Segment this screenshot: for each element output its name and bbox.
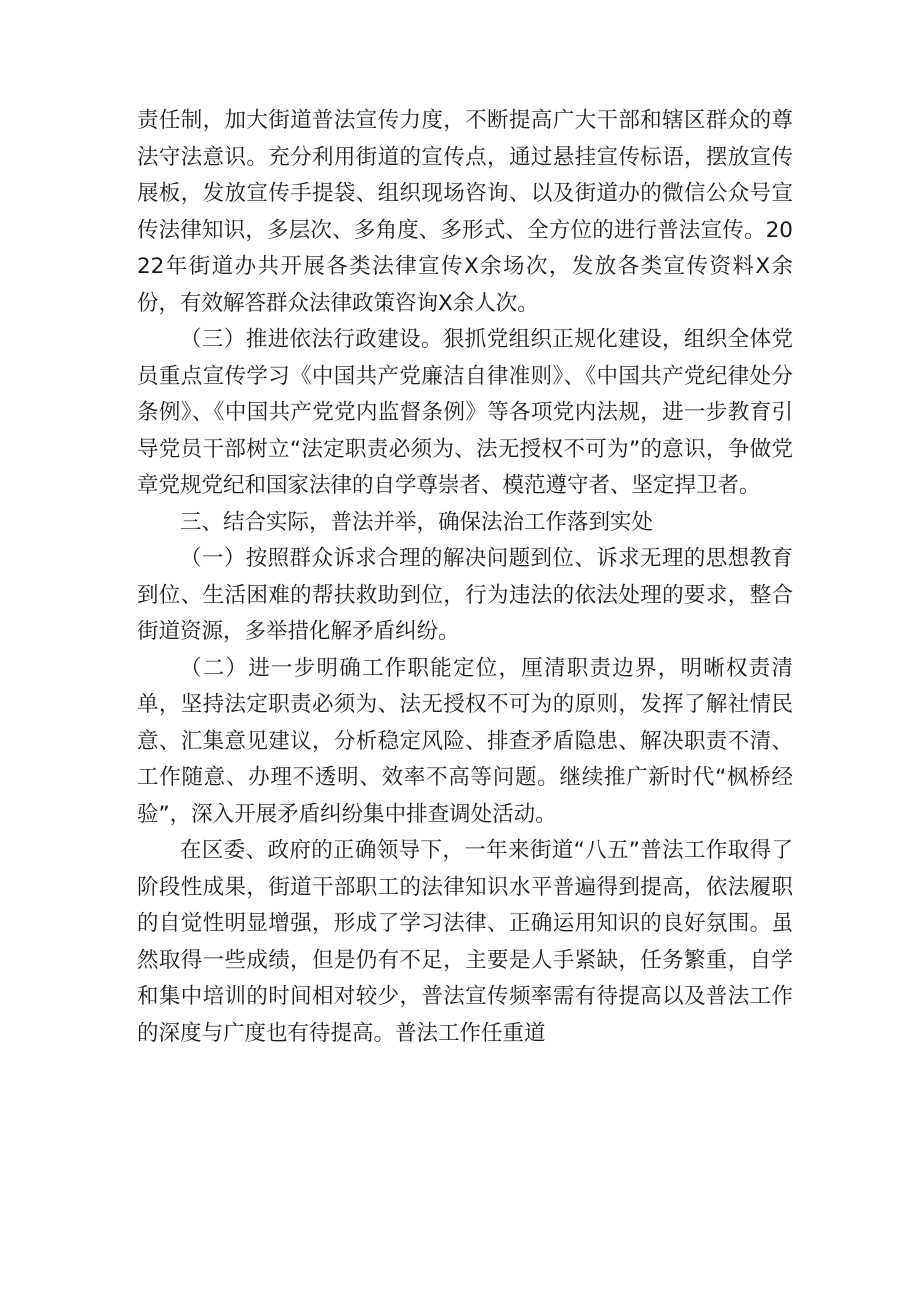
section-heading-three: 三、结合实际，普法并举，确保法治工作落到实处 (180, 509, 654, 535)
paragraph-item-two: （二）进一步明确工作职能定位，厘清职责边界，明晰权责清单，坚持法定职责必须为、法无授权不可为的原则，发挥了解社情民意、汇集意见建议，分析稳定风险、排查矛盾隐患、解决职责不清、工作随意、办理不透明、效率不高等问题。继续推广新时代“枫桥经验”，深入开展矛盾纠纷集中排查调处活动。 (137, 655, 793, 827)
paragraph-summary: 在区委、政府的正确领导下，一年来街道“八五”普法工作取得了阶段性成果，街道干部职工的法律知识水平普遍得到提高，依法履职的自觉性明显增强，形成了学习法律、正确运用知识的良好氛围。虽然取得一些成绩，但是仍有不足，主要是人手紧缺，任务繁重，自学和集中培训的时间相对较少，普法宣传频率需有待提高以及普法工作的深度与广度也有待提高。普法工作任重道 (137, 838, 793, 1046)
paragraph-item-one: （一）按照群众诉求合理的解决问题到位、诉求无理的思想教育到位、生活困难的帮扶救助到位，行为违法的依法处理的要求，整合街道资源，多举措化解矛盾纠纷。 (137, 546, 793, 644)
paragraph-publicity-continuation: 责任制，加大街道普法宣传力度，不断提高广大干部和辖区群众的尊法守法意识。充分利用街道的宣传点，通过悬挂宣传标语，摆放宣传展板，发放宣传手提袋、组织现场咨询、以及街道办的微信公众号宣传法律知识，多层次、多角度、多形式、全方位的进行普法宣传。2022年街道办共开展各类法律宣传X余场次，发放各类宣传资料X余份，有效解答群众法律政策咨询X余人次。 (137, 108, 793, 316)
document-body (137, 103, 793, 1052)
paragraph-section-three: （三）推进依法行政建设。狠抓党组织正规化建设，组织全体党员重点宣传学习《中国共产党廉洁自律准则》、《中国共产党纪律处分条例》、《中国共产党党内监督条例》等各项党内法规，进一步教育引导党员干部树立“法定职责必须为、法无授权不可为”的意识，争做党章党规党纪和国家法律的自学尊崇者、模范遵守者、坚定捍卫者。 (137, 327, 793, 498)
